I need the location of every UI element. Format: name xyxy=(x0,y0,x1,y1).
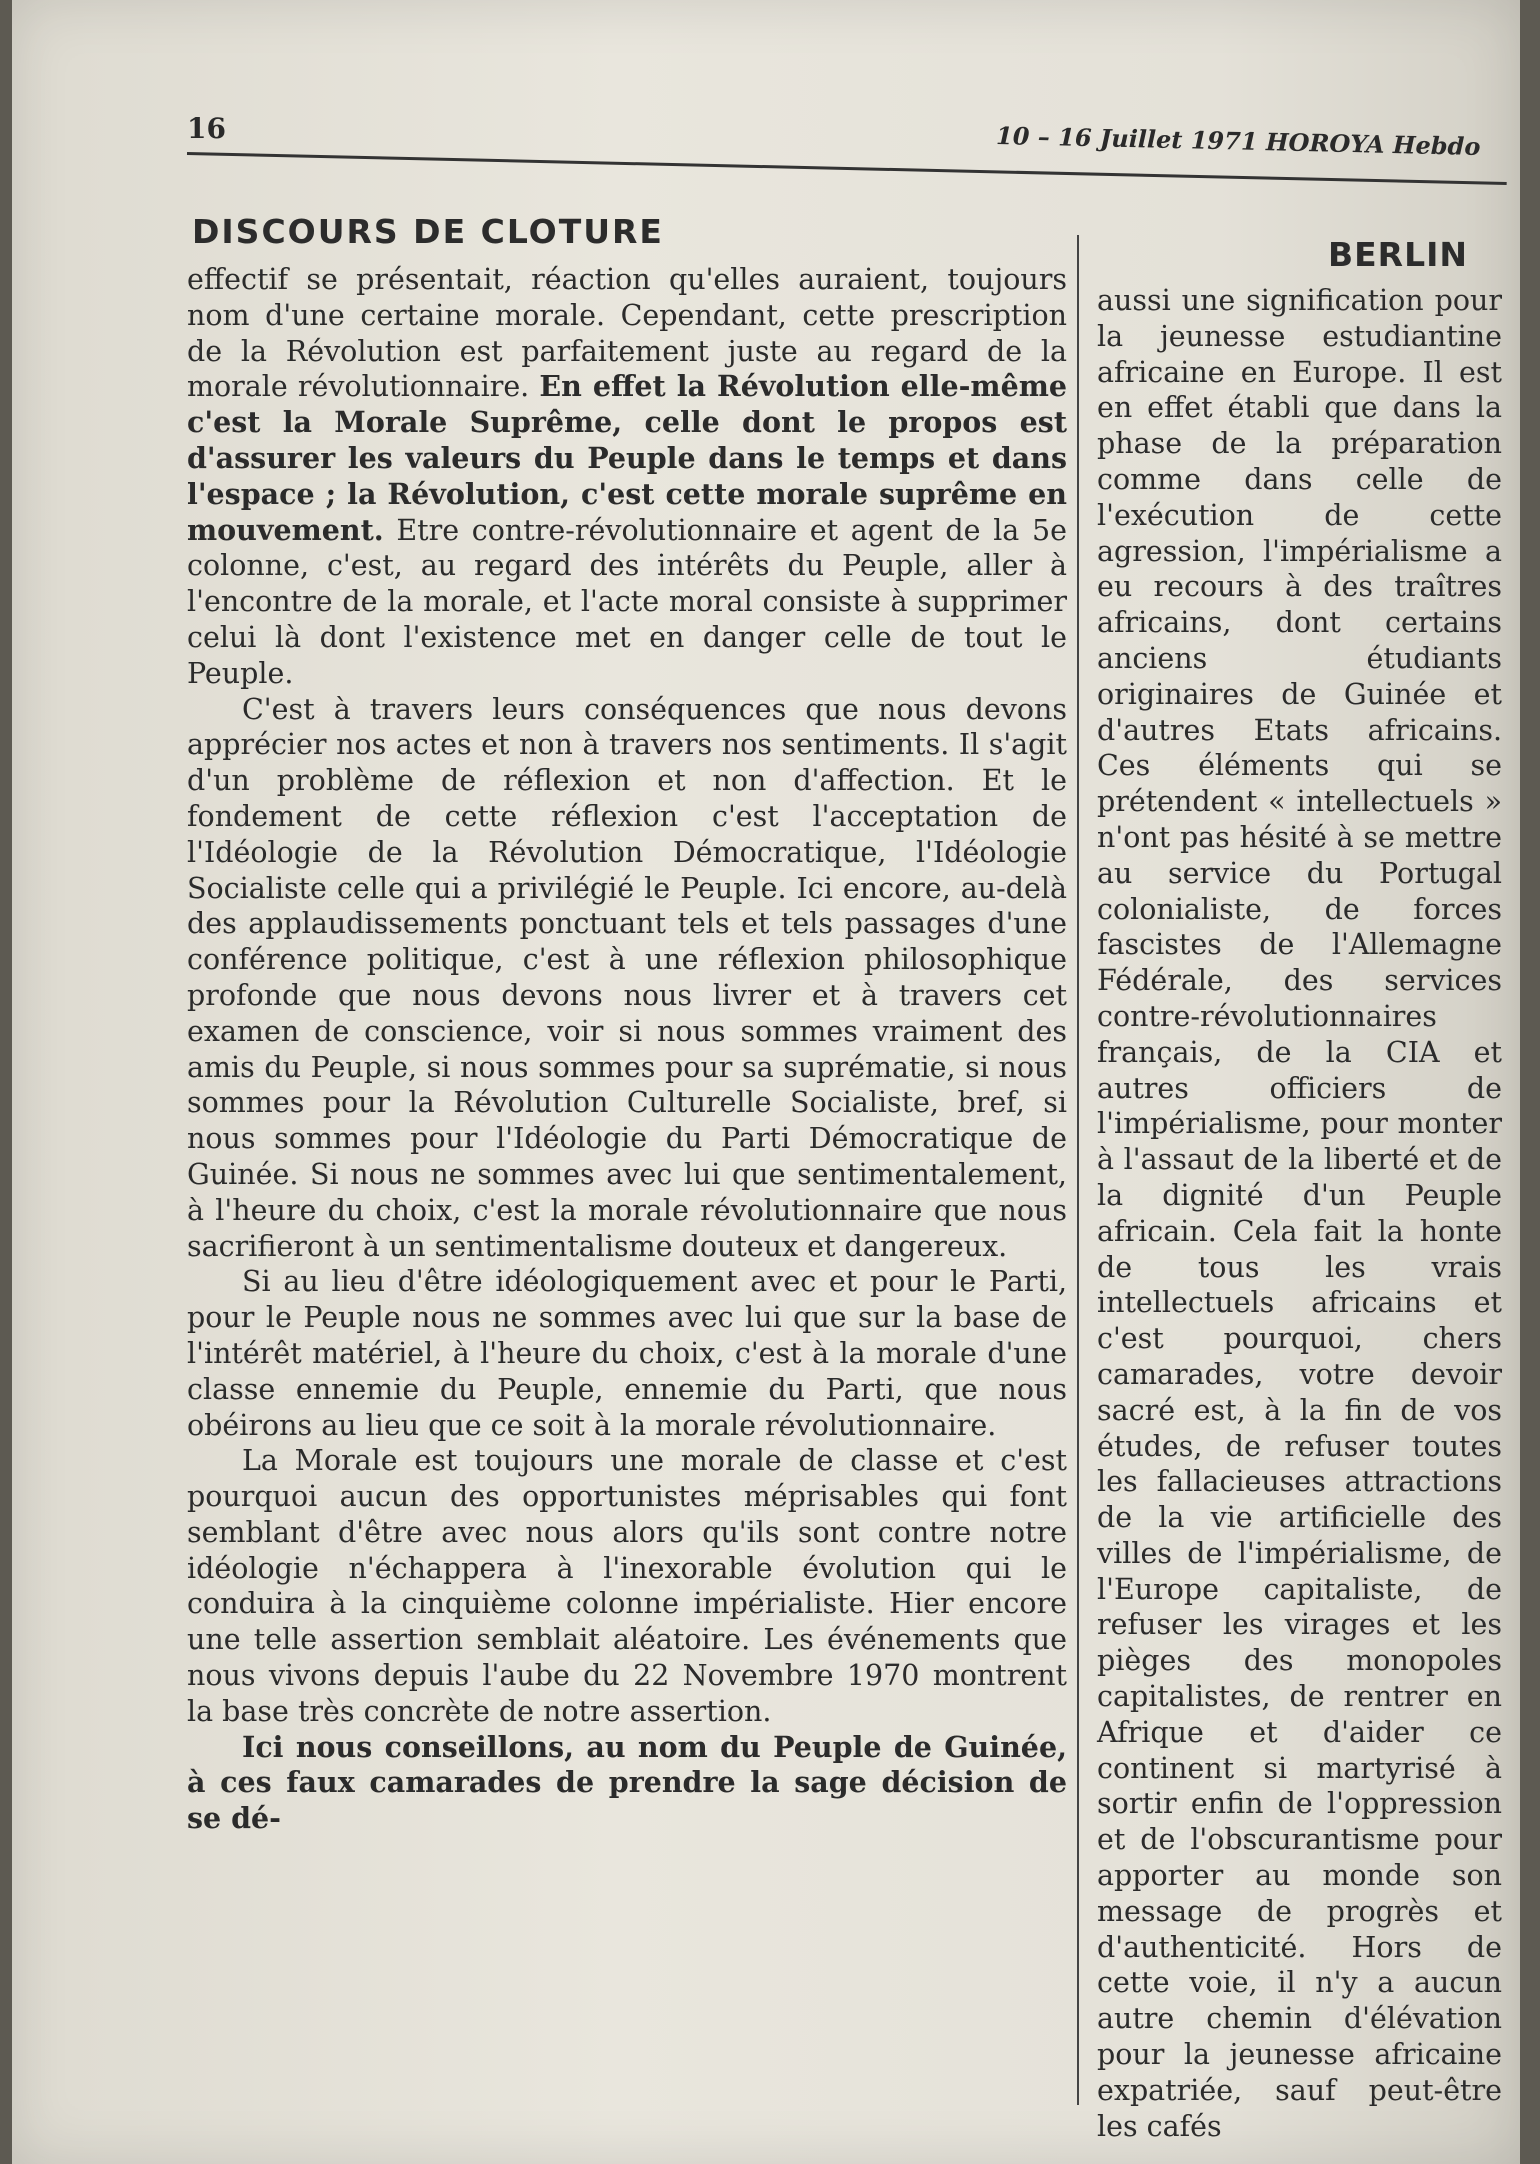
issue-line: 10 – 16 Juillet 1971 HOROYA Hebdo xyxy=(995,121,1481,161)
paragraph-5: Ici nous conseillons, au nom du Peuple de Guinée, à ces faux camarades de prendre la sage décision de se dé- xyxy=(187,1729,1067,1836)
section-title-right: BERLIN xyxy=(1327,235,1468,274)
paragraph-1 xyxy=(187,262,1067,692)
paragraph-4: La Morale est toujours une morale de classe et c'est pourquoi aucun des opportunistes méprisables qui font semblant d'être avec nous alors qu'ils sont contre notre idéologie n'échappera à l'inexorable évolution qui le conduira à la cinquième colonne impérialiste. Hier encore une telle assertion semblait aléatoire. Les événements que nous vivons depuis l'aube du 22 Novembre 1970 montrent la base très concrète de notre assertion. xyxy=(187,1444,1067,1728)
paragraph-2: C'est à travers leurs conséquences que nous devons apprécier nos actes et non à travers nos sentiments. Il s'agit d'un problème de réflexion et non d'affection. Et le fondement de cette réflexion c'est l'acceptation de l'Idéologie de la Révolution Démocratique, l'Idéologie Socialiste celle qui a privilégié le Peuple. Ici encore, au-delà des applaudissements ponctuant tels et tels passages d'une conférence politique, c'est à une réflexion philosophique profonde que nous devons nous livrer et à travers cet examen de conscience, voir si nous sommes vraiment des amis du Peuple, si nous sommes pour sa suprématie, si nous sommes pour la Révolution Culturelle Socialiste, bref, si nous sommes pour l'Idéologie du Parti Démocratique de Guinée. Si nous ne sommes avec lui que sentimentalement, à l'heure du choix, c'est la morale révolutionnaire que nous sacrifieront à un sentimentalisme douteux et dangereux. xyxy=(187,692,1067,1263)
paragraph-1-tail: Etre contre-révolutionnaire et agent de la 5e colonne, c'est, au regard des intérêts du Peuple, aller à l'encontre de la morale, et l'acte moral consiste à supprimer celui là dont l'existence met en danger celle de tout le Peuple. xyxy=(187,513,1067,690)
right-column xyxy=(1097,283,1502,2144)
paragraph-1-text: effectif se présentait, réaction qu'elles auraient, toujours nom d'une certaine morale. Cependant, cette prescription de la Révolution est parfaitement juste au regard de la morale révolutionnaire. xyxy=(187,263,1067,404)
left-column xyxy=(187,262,1067,1837)
column-divider xyxy=(1077,235,1079,2105)
right-column-text: aussi une signification pour la jeunesse estudiantine africaine en Europe. Il est en effet établi que dans la phase de la préparation comme dans celle de l'exécution de cette agression, l'impérialisme a eu recours à des traîtres africains, dont certains anciens étudiants originaires de Guinée et d'autres Etats africains. Ces éléments qui se prétendent « intellectuels » n'ont pas hésité à se mettre au service du Portugal colonialiste, de forces fascistes de l'Allemagne Fédérale, des services contre-révolutionnaires français, de la CIA et autres officiers de l'impérialisme, pour monter à l'assaut de la liberté et de la dignité d'un Peuple africain. Cela fait la honte de tous les vrais intellectuels africains et c'est pourquoi, chers camarades, votre devoir sacré est, à la fin de vos études, de refuser toutes les fallacieuses attractions de la vie artificielle des villes de l'impérialisme, de l'Europe capitaliste, de refuser les virages et les pièges des monopoles capitalistes, de rentrer en Afrique et d'aider ce continent si martyrisé à sortir enfin de l'oppression et de l'obscurantisme pour apporter au monde son message de progrès et d'authenticité. Hors de cette voie, il n'y a aucun autre chemin d'élévation pour la jeunesse africaine expatriée, sauf peut-être les cafés xyxy=(1097,284,1502,2143)
paragraph-3: Si au lieu d'être idéologiquement avec et pour le Parti, pour le Peuple nous ne sommes avec lui que sur la base de l'intérêt matériel, à l'heure du choix, c'est à la morale d'une classe ennemie du Peuple, ennemie du Parti, que nous obéirons au lieu que ce soit à la morale révolutionnaire. xyxy=(187,1265,1067,1442)
paragraph-1-bold: En effet la Révolution elle-même c'est la Morale Suprême, celle dont le propos est d'assurer les valeurs du Peuple dans le temps et dans l'espace ; la Révolution, c'est cette morale suprême en mouvement. xyxy=(187,369,1067,547)
section-title-left: DISCOURS DE CLOTURE xyxy=(192,212,664,251)
newspaper-page xyxy=(12,0,1520,2164)
page-number: 16 xyxy=(187,112,226,145)
